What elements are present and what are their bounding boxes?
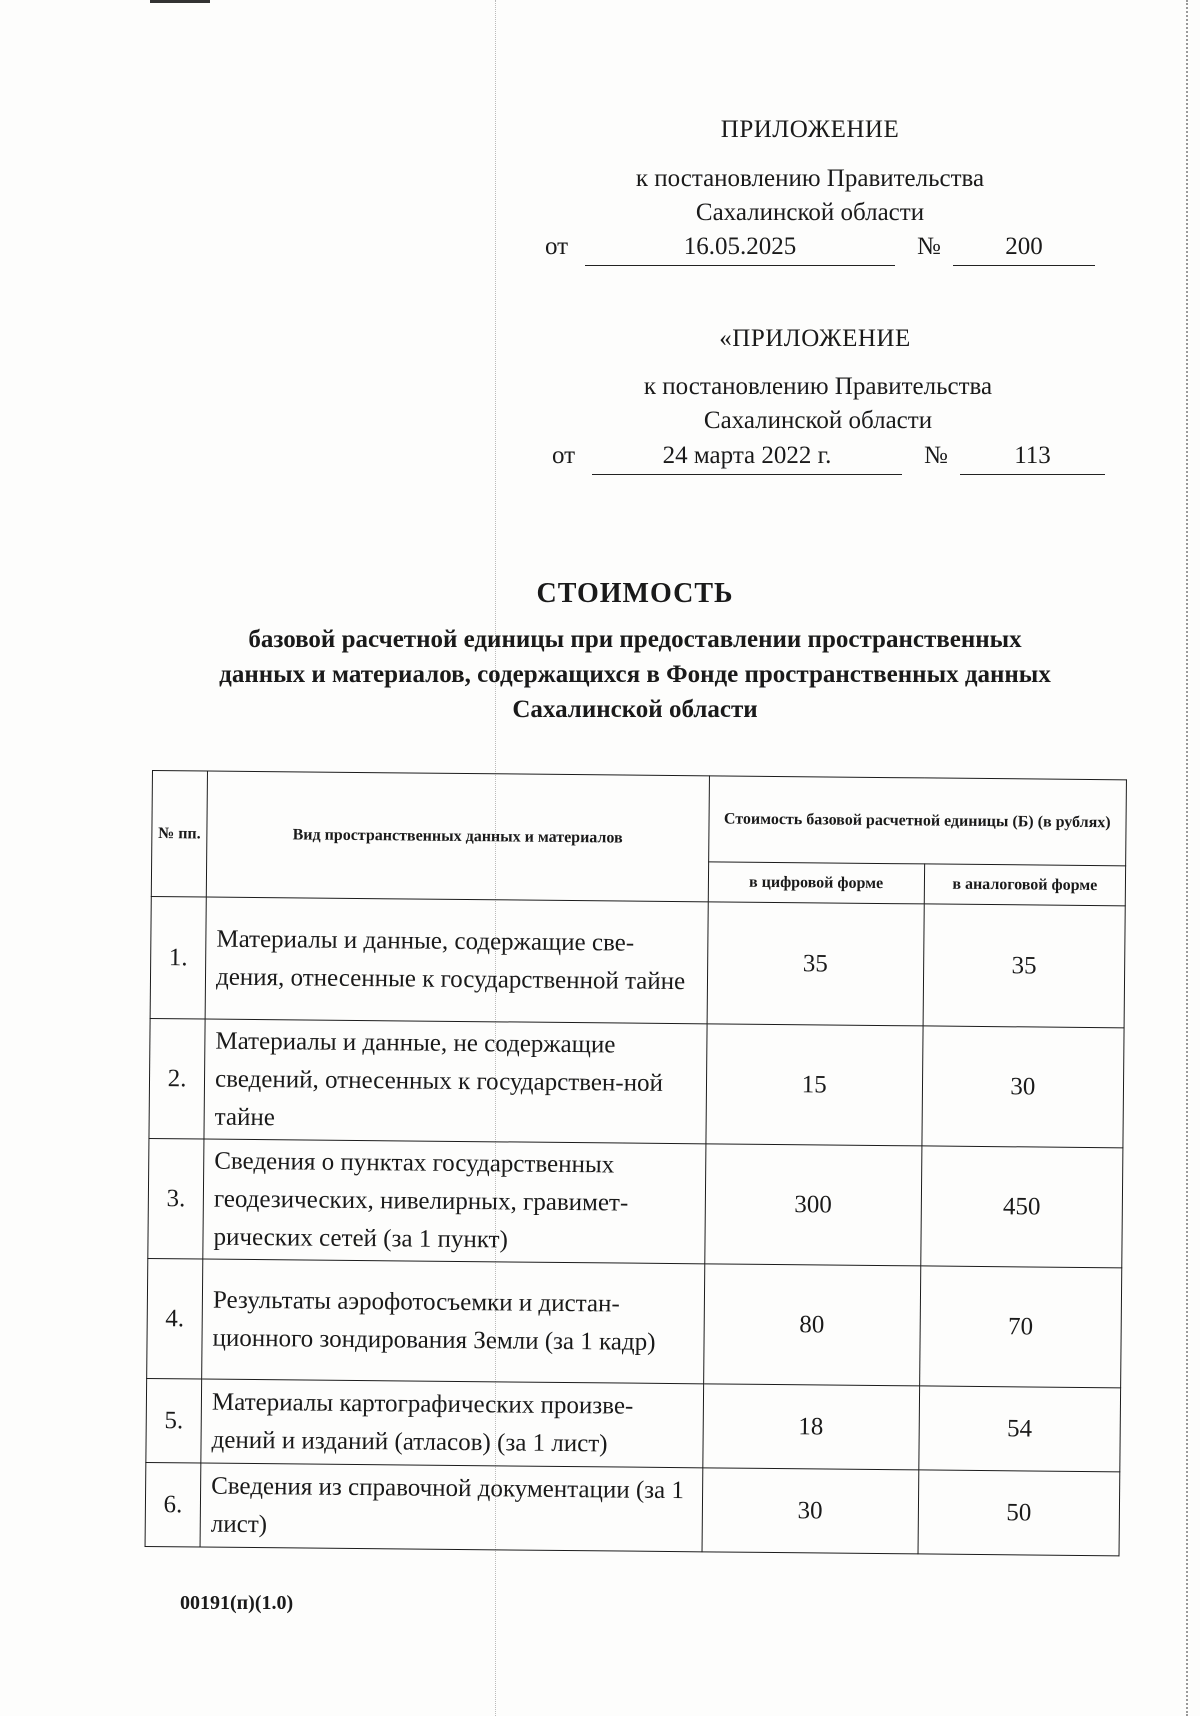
appendix-new-caption [590, 162, 1030, 230]
table-row [148, 1138, 1123, 1267]
row-analog: 70 [919, 1266, 1121, 1388]
row-digital: 300 [704, 1144, 921, 1266]
row-analog: 54 [919, 1386, 1121, 1472]
appendix-old-date: 24 марта 2022 г. [592, 442, 902, 475]
header-num: № пп. [151, 771, 207, 898]
appendix-new-no-label: № [917, 233, 941, 260]
row-analog: 35 [923, 904, 1125, 1028]
row-digital: 15 [705, 1024, 922, 1146]
row-analog: 50 [918, 1470, 1120, 1556]
scan-artifact-edge [1186, 0, 1190, 1716]
row-digital: 80 [703, 1264, 920, 1386]
row-desc: Материалы и данные, не содержащие сведений, отнесенных к государствен-ной тайне [204, 1019, 707, 1144]
row-analog: 450 [921, 1146, 1123, 1268]
appendix-old-header [605, 322, 1025, 356]
subtitle-line: данных и материалов, содержащихся в Фонде пространственных данных [219, 661, 1051, 688]
appendix-new-number: 200 [953, 233, 1095, 266]
row-analog: 30 [922, 1026, 1124, 1148]
header-type: Вид пространственных данных и материалов [206, 771, 709, 902]
document-code: 00191(п)(1.0) [180, 1592, 294, 1614]
row-desc: Сведения о пунктах государственных геодезических, нивелирных, гравимет-рических сетей (за 1 пункт) [203, 1139, 706, 1264]
appendix-new-title: ПРИЛОЖЕНИЕ [720, 116, 900, 143]
price-table [145, 770, 1127, 1556]
appendix-old-from-label: от [552, 442, 576, 469]
appendix-old-no-label: № [924, 442, 948, 469]
appendix-new-date: 16.05.2025 [585, 233, 895, 266]
row-desc: Результаты аэрофотосъемки и дистан-ционного зондирования Земли (за 1 кадр) [202, 1259, 705, 1384]
table-header-row [152, 771, 1127, 866]
row-digital: 30 [702, 1468, 919, 1554]
document-subtitle [140, 622, 1130, 727]
table-row [147, 1258, 1122, 1387]
row-num: 5. [146, 1378, 202, 1463]
appendix-old-date-row [552, 442, 1112, 476]
row-desc: Материалы картографических произве-дений и изданий (атласов) (за 1 лист) [201, 1379, 703, 1468]
row-desc: Материалы и данные, содержащие све-дения, отнесенные к государственной тайне [205, 897, 708, 1024]
appendix-new-line2: Сахалинской области [695, 199, 925, 226]
header-analog: в аналоговой форме [924, 864, 1126, 906]
appendix-new-header [600, 113, 1020, 147]
row-num: 6. [145, 1462, 201, 1547]
appendix-old-line1: к постановлению Правительства [643, 373, 993, 400]
header-digital: в цифровой форме [708, 862, 925, 904]
subtitle-line: базовой расчетной единицы при предоставлении пространственных [248, 626, 1022, 653]
row-num: 3. [148, 1138, 204, 1259]
appendix-old-caption [598, 370, 1038, 438]
row-num: 2. [149, 1018, 205, 1139]
row-desc: Сведения из справочной документации (за 1 лист) [200, 1463, 702, 1552]
row-digital: 35 [707, 902, 924, 1026]
table-row [150, 896, 1125, 1027]
appendix-new-date-row [545, 233, 1105, 267]
table-row [149, 1018, 1124, 1147]
row-num: 1. [150, 896, 206, 1019]
appendix-old-title: «ПРИЛОЖЕНИЕ [719, 325, 911, 352]
appendix-old-number: 113 [960, 442, 1105, 475]
table-row [146, 1378, 1121, 1471]
subtitle-line: Сахалинской области [512, 696, 758, 723]
scan-artifact-top [150, 0, 210, 3]
appendix-new-line1: к постановлению Правительства [635, 165, 985, 192]
row-num: 4. [147, 1258, 203, 1379]
document-title: СТОИМОСТЬ [536, 578, 734, 609]
appendix-old-line2: Сахалинской области [703, 407, 933, 434]
appendix-new-from-label: от [545, 233, 569, 260]
table-row [145, 1462, 1120, 1555]
header-cost-group: Стоимость базовой расчетной единицы (Б) (в рублях) [708, 776, 1126, 866]
row-digital: 18 [702, 1384, 919, 1470]
